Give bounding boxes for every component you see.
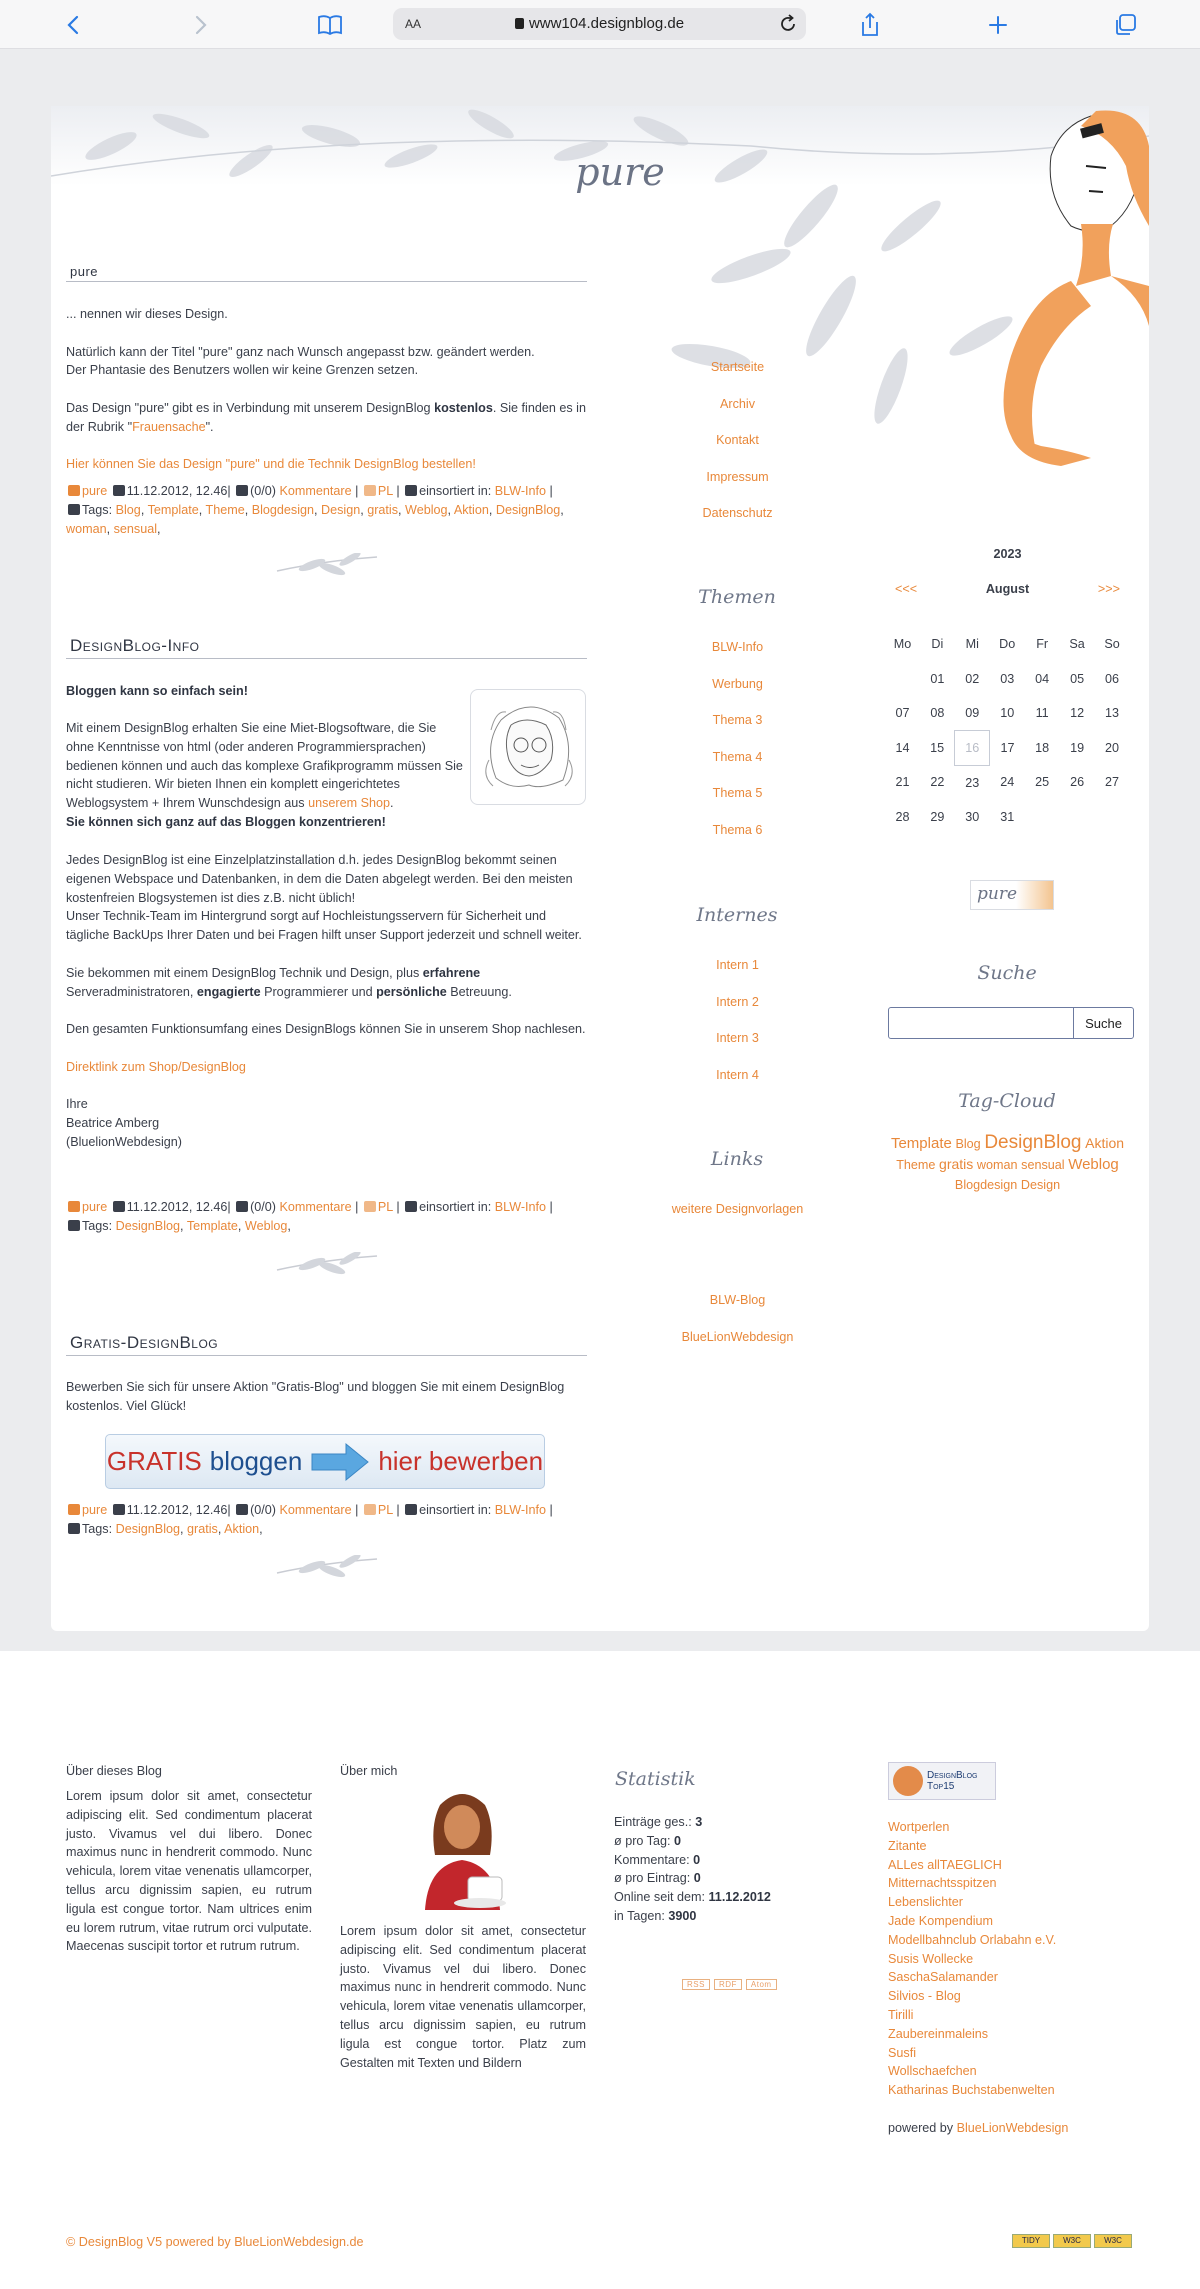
stat-value: 0	[693, 1852, 701, 1867]
internes-link[interactable]: Intern 2	[716, 994, 759, 1009]
calendar-day: 13	[1105, 706, 1120, 721]
nav-link[interactable]: Datenschutz	[702, 506, 773, 520]
post-text: Das Design "pure" gibt es in Verbindung mit unserem DesignBlog	[66, 400, 435, 415]
section-title-tag-cloud: Tag-Cloud	[958, 1090, 1056, 1112]
post-intro: ... nennen wir dieses Design.	[66, 307, 228, 321]
stat-value: 11.12.2012	[708, 1890, 771, 1905]
calendar-day: 05	[1070, 671, 1085, 686]
tag-link[interactable]: Weblog	[1068, 1156, 1119, 1173]
calendar-month: August	[985, 582, 1030, 596]
inbox-icon	[405, 1504, 417, 1515]
internes-link[interactable]: Intern 3	[716, 1031, 759, 1045]
user-icon	[68, 1504, 80, 1515]
post-title[interactable]: pure	[66, 264, 587, 282]
footer-about-text: Lorem ipsum dolor sit amet, consectetur adipiscing elit. Sed condimentum placerat justo. Vivamus vel dui libero. Donec maximus nunc in hendrerit commodo. Nunc vehicula, lorem vitae venenatis ullamcorper, tellus arcu dignissim sapien, eu rutrum ligula est congue tortor. Nam ultrices enim eu lorem rutrum, vitae rutrum orci vulputate. Maecenas suscipit tortor et rutrum rutrum.	[66, 1789, 312, 1954]
signature: (BluelionWebdesign)	[66, 1134, 182, 1149]
post-text: Serveradministratoren,	[66, 984, 197, 999]
external-link[interactable]: BLW-Blog	[709, 1293, 766, 1307]
footer-me-title: Über mich	[340, 1764, 398, 1778]
text-size-button[interactable]: AA	[405, 17, 422, 31]
calendar-day: 10	[1000, 706, 1015, 721]
tag-link[interactable]: Blogdesign	[954, 1178, 1018, 1192]
post-title[interactable]: DesignBlog-Info	[66, 636, 587, 659]
back-icon[interactable]	[56, 8, 90, 42]
author-link[interactable]: pure	[82, 1200, 108, 1214]
calendar-next[interactable]: >>>	[1097, 582, 1120, 596]
tag-link[interactable]: gratis	[939, 1156, 974, 1172]
themen-link[interactable]: Werbung	[712, 676, 763, 691]
blogroll-link[interactable]: Tirilli	[888, 2007, 914, 2022]
calendar-day: 21	[895, 775, 910, 790]
validator-badge[interactable]: W3C	[1094, 2234, 1132, 2248]
internes-link[interactable]: Intern 4	[716, 1067, 759, 1082]
calendar-day: 15	[930, 740, 945, 755]
tags-label: Tags:	[82, 503, 113, 517]
calendar-day: 31	[1000, 809, 1015, 824]
internes-list	[640, 958, 835, 1104]
tag-link[interactable]: DesignBlog	[115, 1522, 181, 1536]
reload-icon[interactable]	[778, 13, 798, 38]
calendar-weekday: So	[1104, 637, 1120, 652]
sorted-in-label: einsortiert in:	[419, 1200, 492, 1214]
site-title[interactable]: pure	[575, 150, 665, 194]
tag-link[interactable]: Weblog	[405, 503, 448, 517]
calendar-grid	[885, 627, 1130, 834]
nav-link[interactable]: Archiv	[720, 396, 755, 411]
calendar-day: 17	[1000, 740, 1015, 755]
calendar-icon	[113, 485, 125, 496]
calendar-day: 11	[1035, 706, 1049, 721]
tag-link[interactable]: DesignBlog	[495, 503, 561, 517]
browser-toolbar	[0, 0, 1200, 49]
post-paragraph	[66, 719, 466, 832]
feed-button-rdf[interactable]: RDF	[714, 1979, 742, 1990]
top15-badge[interactable]	[888, 1762, 996, 1800]
post-text: Betreuung.	[446, 984, 512, 999]
powered-by-link[interactable]: BlueLionWebdesign	[956, 2121, 1069, 2135]
tag-link[interactable]: Aktion	[453, 503, 489, 517]
tag-link[interactable]: Template	[186, 1219, 238, 1233]
calendar-day: 28	[895, 809, 910, 824]
post-title[interactable]: Gratis-DesignBlog	[66, 1333, 587, 1356]
post-lead: Bloggen kann so einfach sein!	[66, 684, 248, 698]
stat-label: in Tagen:	[614, 1908, 665, 1923]
tag-link[interactable]: DesignBlog	[115, 1219, 181, 1233]
post-body: Bewerben Sie sich für unsere Aktion "Gratis-Blog" und bloggen Sie mit einem DesignBlog kostenlos. Viel Glück!	[66, 1380, 565, 1413]
external-link[interactable]: BlueLionWebdesign	[681, 1329, 794, 1344]
tag-link[interactable]: Template	[147, 503, 199, 517]
calendar-day: 26	[1070, 775, 1085, 790]
tag-link[interactable]: DesignBlog	[984, 1132, 1082, 1153]
post-text: . Sie finden es in der Rubrik "	[66, 400, 586, 434]
category-link[interactable]: BLW-Info	[494, 1200, 547, 1214]
stat-label: ø pro Tag:	[614, 1833, 671, 1848]
signature: Beatrice Amberg	[66, 1116, 160, 1131]
post-body	[66, 682, 466, 720]
comment-icon	[236, 485, 248, 496]
new-tab-icon[interactable]	[981, 8, 1015, 42]
copyright-link[interactable]: © DesignBlog V5 powered by BlueLionWebdesign.de	[66, 2235, 364, 2249]
inbox-icon	[405, 485, 417, 496]
banner-text: GRATIS	[106, 1446, 202, 1476]
tag-link[interactable]: sensual	[1021, 1158, 1065, 1172]
search-input[interactable]	[888, 1007, 1074, 1039]
user-icon	[68, 1201, 80, 1212]
main-navigation	[640, 360, 835, 543]
calendar-day: 06	[1105, 671, 1120, 686]
lock-icon	[515, 18, 524, 29]
post-date: 11.12.2012, 12.46|	[126, 484, 231, 498]
themen-link[interactable]: Thema 4	[712, 749, 763, 764]
top15-icon	[893, 1766, 923, 1796]
validator-badges	[1012, 2234, 1132, 2248]
author-link[interactable]: pure	[82, 484, 108, 498]
calendar-day: 25	[1035, 775, 1050, 790]
calendar-day: 23	[965, 775, 980, 790]
calendar-day	[1095, 800, 1130, 835]
post-paragraph: Der Phantasie des Benutzers wollen wir keine Grenzen setzen.	[66, 363, 419, 378]
tag-link[interactable]: sensual	[113, 522, 158, 536]
banner-text: hier bewerben	[378, 1446, 544, 1476]
external-link[interactable]: weitere Designvorlagen	[671, 1202, 804, 1216]
blogroll-link[interactable]: Modellbahnclub Orlabahn e.V.	[888, 1932, 1057, 1947]
url-text: www104.designblog.de	[528, 15, 685, 32]
calendar-day: 08	[930, 706, 945, 721]
nav-link[interactable]: Kontakt	[716, 433, 759, 447]
blogroll-link[interactable]: Wortperlen	[888, 1820, 950, 1834]
link-icon	[364, 1504, 376, 1515]
blogroll-link[interactable]: Lebenslichter	[888, 1895, 963, 1910]
post-text: Unser Technik-Team im Hintergrund sorgt auf Hochleistungsservern für Sicherheit und tägliche BackUps Ihrer Daten und bei Fragen hilft unser Support jederzeit und schnell weiter.	[66, 909, 582, 943]
calendar-icon	[113, 1504, 125, 1515]
post-text: Den gesamten Funktionsumfang eines DesignBlogs können Sie in unserem Shop nachlesen.	[66, 1022, 586, 1037]
comments-link[interactable]: Kommentare	[279, 484, 352, 498]
stat-label: Einträge ges.:	[614, 1815, 692, 1829]
post-bold: persönliche	[376, 984, 447, 999]
post-body	[66, 305, 587, 493]
calendar-prev[interactable]: <<<	[895, 582, 918, 596]
calendar-day: 24	[1000, 775, 1015, 790]
leaf-divider-icon	[272, 553, 382, 579]
tag-link[interactable]: Blog	[955, 1137, 981, 1151]
powered-by	[888, 2119, 1068, 2138]
themen-list	[640, 640, 835, 859]
shop-link[interactable]: unserem Shop	[308, 796, 391, 811]
nav-link[interactable]: Impressum	[706, 469, 769, 484]
section-title-statistik: Statistik	[615, 1768, 696, 1790]
tags-label: Tags:	[82, 1522, 113, 1536]
calendar-header	[885, 582, 1130, 602]
tag-link[interactable]: woman	[66, 522, 107, 536]
tags-icon	[68, 1220, 80, 1231]
calendar-day: 22	[930, 775, 945, 790]
tag-link[interactable]: Theme	[205, 503, 245, 517]
calendar-weekday: Sa	[1069, 637, 1085, 652]
category-link[interactable]: Frauensache	[132, 419, 206, 434]
tag-link[interactable]: Aktion	[1085, 1135, 1125, 1151]
calendar-day	[885, 662, 920, 697]
post-meta: pure 11.12.2012, 12.46| (0/0) Kommentare | PL | einsortiert in: BLW-Info | Tags: DesignBlog, gratis, Aktion,	[66, 1501, 606, 1539]
blogroll-link[interactable]: Zaubereinmaleins	[888, 2026, 989, 2041]
themen-link[interactable]: Thema 5	[712, 786, 763, 800]
stat-label: Kommentare:	[614, 1852, 690, 1867]
sorted-in-label: einsortiert in:	[419, 1503, 492, 1517]
post-text: .	[390, 796, 394, 811]
post-text: Jedes DesignBlog ist eine Einzelplatzinstallation d.h. jedes DesignBlog bekommt seinen eigenen Webspace und Datenbanken, in dem die Daten abgelegt werden. Bei den meisten kostenfreien Blogsystemen ist dies z.B. nicht üblich!	[66, 853, 573, 905]
post-text: Sie bekommen mit einem DesignBlog Technik und Design, plus	[66, 965, 423, 980]
footer-about-title: Über dieses Blog	[66, 1764, 162, 1778]
author-sketch-image	[470, 689, 586, 805]
comment-icon	[236, 1504, 248, 1515]
calendar-day	[1060, 800, 1095, 835]
statistics	[614, 1813, 771, 1926]
tags-icon	[68, 504, 80, 515]
tag-link[interactable]: Blogdesign	[251, 503, 315, 517]
calendar-day: 04	[1035, 671, 1050, 686]
calendar-year: 2023	[993, 547, 1022, 561]
calendar-day: 02	[965, 671, 980, 686]
tag-link[interactable]: woman	[976, 1158, 1018, 1172]
links-list	[640, 1202, 835, 1239]
calendar-weekday: Di	[931, 637, 944, 652]
tags-label: Tags:	[82, 1219, 113, 1233]
post-date: 11.12.2012, 12.46|	[126, 1200, 231, 1214]
avatar	[410, 1785, 515, 1910]
order-link[interactable]: Hier können Sie das Design "pure" und die Technik DesignBlog bestellen!	[66, 457, 476, 472]
arrow-icon	[310, 1442, 370, 1482]
tag-link[interactable]: Design	[321, 503, 361, 517]
stat-value: 0	[693, 1871, 701, 1886]
footer-me-text: Lorem ipsum dolor sit amet, consectetur adipiscing elit. Sed condimentum placerat justo. Vivamus vel dui libero. Donec maximus nunc in hendrerit commodo. Nunc vehicula, lorem vitae venenatis ullamcorper, tellus arcu dignissim sapien, eu rutrum ligula est congue tortor. Platz zum Gestalten mit Texten und Bildern	[340, 1924, 586, 2070]
leaf-divider-icon	[272, 1252, 382, 1278]
internes-link[interactable]: Intern 1	[716, 958, 759, 972]
validator-badge[interactable]: TIDY	[1012, 2234, 1050, 2248]
tag-link[interactable]: Blog	[115, 503, 141, 517]
calendar-day: 03	[1000, 671, 1015, 686]
post-paragraph: Natürlich kann der Titel "pure" ganz nach Wunsch angepasst bzw. geändert werden.	[66, 344, 535, 359]
blogroll-link[interactable]: Jade Kompendium	[888, 1913, 994, 1928]
tabs-icon[interactable]	[1108, 8, 1142, 42]
shop-direct-link[interactable]: Direktlink zum Shop/DesignBlog	[66, 1059, 246, 1074]
section-title-internes: Internes	[696, 904, 778, 926]
comment-count: (0/0)	[250, 1503, 277, 1517]
post-bold: Sie können sich ganz auf das Bloggen konzentrieren!	[66, 814, 386, 829]
comments-link[interactable]: Kommentare	[279, 1503, 352, 1517]
pure-badge[interactable]: pure	[970, 880, 1054, 910]
inbox-icon	[405, 1201, 417, 1212]
nav-link[interactable]: Startseite	[710, 360, 765, 374]
permalink[interactable]: PL	[377, 484, 393, 498]
blogroll	[888, 1818, 1056, 2100]
author-link[interactable]: pure	[82, 1503, 108, 1517]
calendar-day: 12	[1070, 706, 1085, 721]
comment-icon	[236, 1201, 248, 1212]
stat-label: ø pro Eintrag:	[614, 1871, 691, 1886]
calendar-day: 29	[930, 809, 945, 824]
forward-icon[interactable]	[184, 8, 218, 42]
stat-value: 3	[695, 1815, 703, 1829]
feed-buttons	[682, 1975, 781, 1990]
tag-link[interactable]: Design	[1020, 1178, 1061, 1192]
banner-text: bloggen	[209, 1446, 303, 1476]
calendar-day	[1025, 800, 1060, 835]
stat-value: 0	[673, 1833, 681, 1848]
section-title-themen: Themen	[698, 586, 776, 608]
calendar-weekday: Mi	[965, 637, 979, 652]
blogroll-link[interactable]: SaschaSalamander	[888, 1970, 998, 1985]
tag-link[interactable]: Template	[890, 1135, 952, 1152]
link-icon	[364, 1201, 376, 1212]
themen-link[interactable]: Thema 6	[712, 822, 763, 837]
blogroll-link[interactable]: Katharinas Buchstabenwelten	[888, 2083, 1055, 2098]
calendar-day: 07	[895, 706, 910, 721]
post-date: 11.12.2012, 12.46|	[126, 1503, 231, 1517]
blogroll-link[interactable]: Mitternachtsspitzen	[888, 1876, 997, 1891]
comment-count: (0/0)	[250, 484, 277, 498]
category-link[interactable]: BLW-Info	[494, 484, 547, 498]
tag-cloud	[885, 1133, 1130, 1195]
blogroll-link[interactable]: Susis Wollecke	[888, 1951, 974, 1966]
tag-link[interactable]: Theme	[896, 1158, 936, 1172]
bookmarks-icon[interactable]	[313, 8, 347, 42]
tags-icon	[68, 1523, 80, 1534]
stat-value: 3900	[668, 1908, 697, 1923]
calendar-today: 16	[955, 731, 990, 766]
post-meta: pure 11.12.2012, 12.46| (0/0) Kommentare | PL | einsortiert in: BLW-Info | Tags: Blog, Template, Theme, Blogdesign, Design, gratis, Weblog, Aktion, DesignBlog, woman, sensual,	[66, 484, 564, 536]
post-text: ".	[205, 419, 214, 434]
calendar-day: 18	[1035, 740, 1050, 755]
post-bold: kostenlos	[434, 400, 493, 415]
calendar-day: 27	[1105, 775, 1120, 790]
post-text: Mit einem DesignBlog erhalten Sie eine Miet-Blogsoftware, die Sie ohne Kenntnisse von html (oder anderen Programmiersprachen) bedienen können und auch das komplexe Grafikprogramm müssen Sie nicht studieren. Wir bieten Ihnen ein komplett eingerichtetes Weblogsystem + Ihrem Wunschdesign aus	[66, 721, 463, 811]
search-button[interactable]: Suche	[1073, 1007, 1134, 1039]
post-bold: erfahrene	[422, 965, 481, 980]
calendar-weekday: Mo	[893, 637, 912, 652]
feed-button-rss[interactable]: RSS	[682, 1979, 710, 1990]
post-meta: pure 11.12.2012, 12.46| (0/0) Kommentare | PL | einsortiert in: BLW-Info | Tags: DesignBlog, Template, Weblog,	[66, 1198, 606, 1236]
top15-line1: DesignBlog	[927, 1770, 978, 1781]
themen-link[interactable]: BLW-Info	[711, 640, 764, 654]
link-icon	[364, 485, 376, 496]
calendar-weekday: Do	[999, 637, 1016, 652]
post-bold: engagierte	[196, 984, 261, 999]
leaf-divider-icon	[272, 1555, 382, 1581]
sorted-in-label: einsortiert in:	[419, 484, 492, 498]
share-icon[interactable]	[853, 8, 887, 42]
permalink[interactable]: PL	[377, 1200, 393, 1214]
top15-line2: Top15	[927, 1781, 955, 1792]
tag-link[interactable]: gratis	[187, 1522, 218, 1536]
address-bar[interactable]	[393, 8, 806, 40]
calendar-day: 09	[965, 706, 980, 720]
blogroll-link[interactable]: Susfi	[888, 2045, 916, 2060]
tag-link[interactable]: gratis	[367, 503, 399, 517]
calendar-day: 14	[895, 740, 910, 755]
post-text: Programmierer und	[260, 984, 377, 999]
category-link[interactable]: BLW-Info	[494, 1503, 547, 1517]
section-title-suche: Suche	[977, 962, 1037, 984]
blogroll-link[interactable]: Wollschaefchen	[888, 2064, 977, 2079]
calendar-weekday: Fr	[1036, 637, 1049, 652]
calendar-day: 20	[1105, 740, 1120, 755]
stat-label: Online seit dem:	[614, 1890, 705, 1905]
tag-link[interactable]: Aktion	[224, 1522, 260, 1536]
user-icon	[68, 485, 80, 496]
comment-count: (0/0)	[250, 1200, 277, 1214]
calendar-icon	[113, 1201, 125, 1212]
feed-button-atom[interactable]: Atom	[746, 1979, 777, 1990]
powered-by-text: powered by	[888, 2121, 957, 2135]
section-title-links: Links	[710, 1148, 764, 1170]
comments-link[interactable]: Kommentare	[279, 1200, 352, 1214]
themen-link[interactable]: Thema 3	[712, 713, 763, 727]
links-list-2	[640, 1293, 835, 1366]
validator-badge[interactable]: W3C	[1053, 2234, 1091, 2248]
calendar-day: 19	[1070, 740, 1085, 755]
blogroll-link[interactable]: Silvios - Blog	[888, 1989, 961, 2004]
gratis-banner[interactable]	[105, 1434, 545, 1489]
calendar-day: 30	[965, 809, 980, 824]
signature: Ihre	[66, 1097, 88, 1112]
tag-link[interactable]: Weblog	[244, 1219, 288, 1233]
blogroll-link[interactable]: Zitante	[888, 1838, 927, 1853]
permalink[interactable]: PL	[377, 1503, 393, 1517]
calendar-day: 01	[930, 671, 945, 686]
blogroll-link[interactable]: ALLes allTAEGLICH	[888, 1857, 1002, 1872]
post-body-2	[66, 851, 587, 1171]
